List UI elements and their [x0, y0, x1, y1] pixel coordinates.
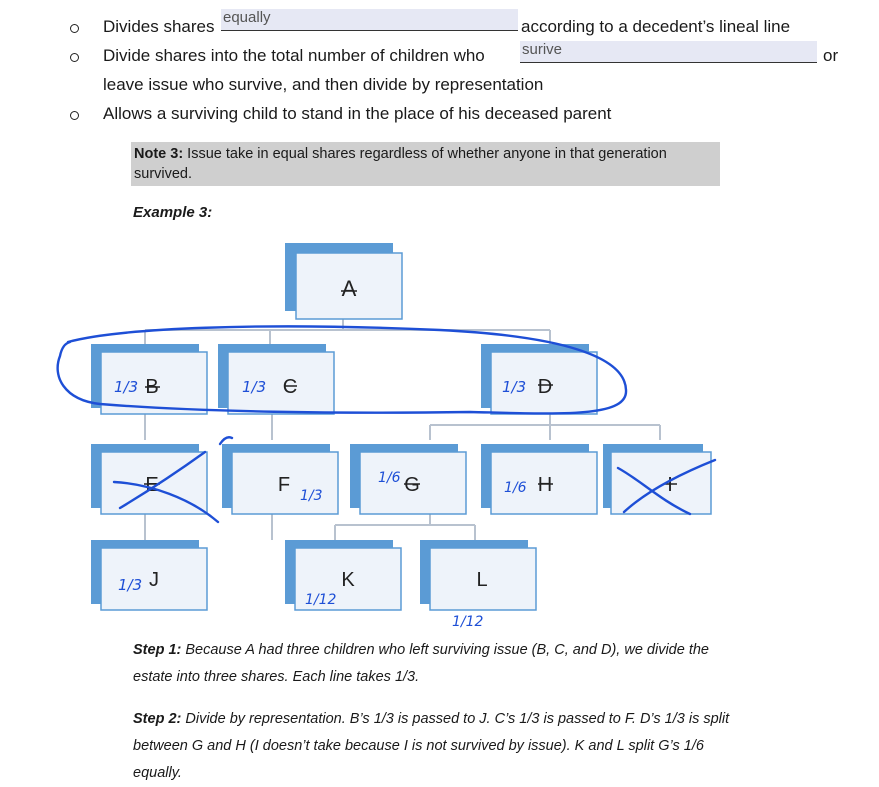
node-b-label: B: [145, 376, 159, 398]
step-1-text: Because A had three children who left surviving issue (B, C, and D), we divide the estate into three shares. Each line takes 1/3.: [133, 642, 709, 685]
step-1: [133, 637, 733, 691]
node-h: [481, 444, 597, 514]
bullet-1-after: according to a decedent’s lineal line: [521, 17, 791, 36]
example-label: Example 3:: [133, 204, 213, 221]
node-g-label: G: [404, 474, 420, 496]
ink-f-share: 1/3: [300, 488, 323, 504]
node-a-label: A: [341, 276, 357, 301]
ink-j-share: 1/3: [118, 576, 143, 594]
node-h-label: H: [537, 474, 553, 496]
ink-k-share: 1/12: [305, 592, 337, 608]
node-d-label: D: [537, 376, 553, 398]
step-2-label: Step 2:: [133, 711, 182, 727]
node-a: [285, 243, 402, 319]
bullet-2-continuation: leave issue who survive, and then divide by representation: [103, 75, 544, 94]
node-f-label: F: [277, 474, 291, 496]
bullet-3-text: Allows a surviving child to stand in the place of his deceased parent: [103, 104, 612, 123]
ink-tick-f: [220, 437, 232, 444]
note-label: Note 3:: [134, 146, 184, 162]
node-c: [218, 344, 334, 414]
node-k-label: K: [341, 569, 355, 591]
ink-c-share: 1/3: [242, 378, 267, 396]
node-j: [91, 540, 207, 610]
step-1-label: Step 1:: [133, 642, 182, 658]
node-k: [285, 540, 401, 610]
ink-g-share: 1/6: [378, 470, 401, 486]
equally-field[interactable]: equally: [221, 9, 518, 31]
ink-d-share: 1/3: [502, 378, 527, 396]
node-c-label: C: [282, 376, 298, 398]
ink-b-share: 1/3: [114, 378, 139, 396]
node-l-label: L: [476, 569, 488, 591]
node-g: [350, 444, 466, 514]
node-e-label: E: [145, 474, 159, 496]
step-2-text: Divide by representation. B’s 1/3 is passed to J. C’s 1/3 is passed to F. D’s 1/3 is split between G and H (I doesn’t take because I is not survived by issue). K and L split G’s 1/6 equally.: [133, 711, 730, 781]
bullet-2-before: Divide shares into the total number of children who: [103, 46, 485, 65]
bullet-1-before: Divides shares: [103, 17, 215, 36]
note-text: Issue take in equal shares regardless of whether anyone in that generation survived.: [134, 146, 667, 182]
node-l: [420, 540, 536, 610]
node-d: [481, 344, 597, 414]
node-i-label: I: [667, 474, 673, 496]
bullet-2-after: or: [823, 46, 839, 65]
ink-h-share: 1/6: [504, 480, 527, 496]
node-j-label: J: [149, 569, 159, 591]
step-2: [133, 706, 733, 787]
node-i: [603, 444, 711, 514]
surive-field[interactable]: surive: [520, 41, 817, 63]
ink-l-share: 1/12: [452, 614, 484, 630]
